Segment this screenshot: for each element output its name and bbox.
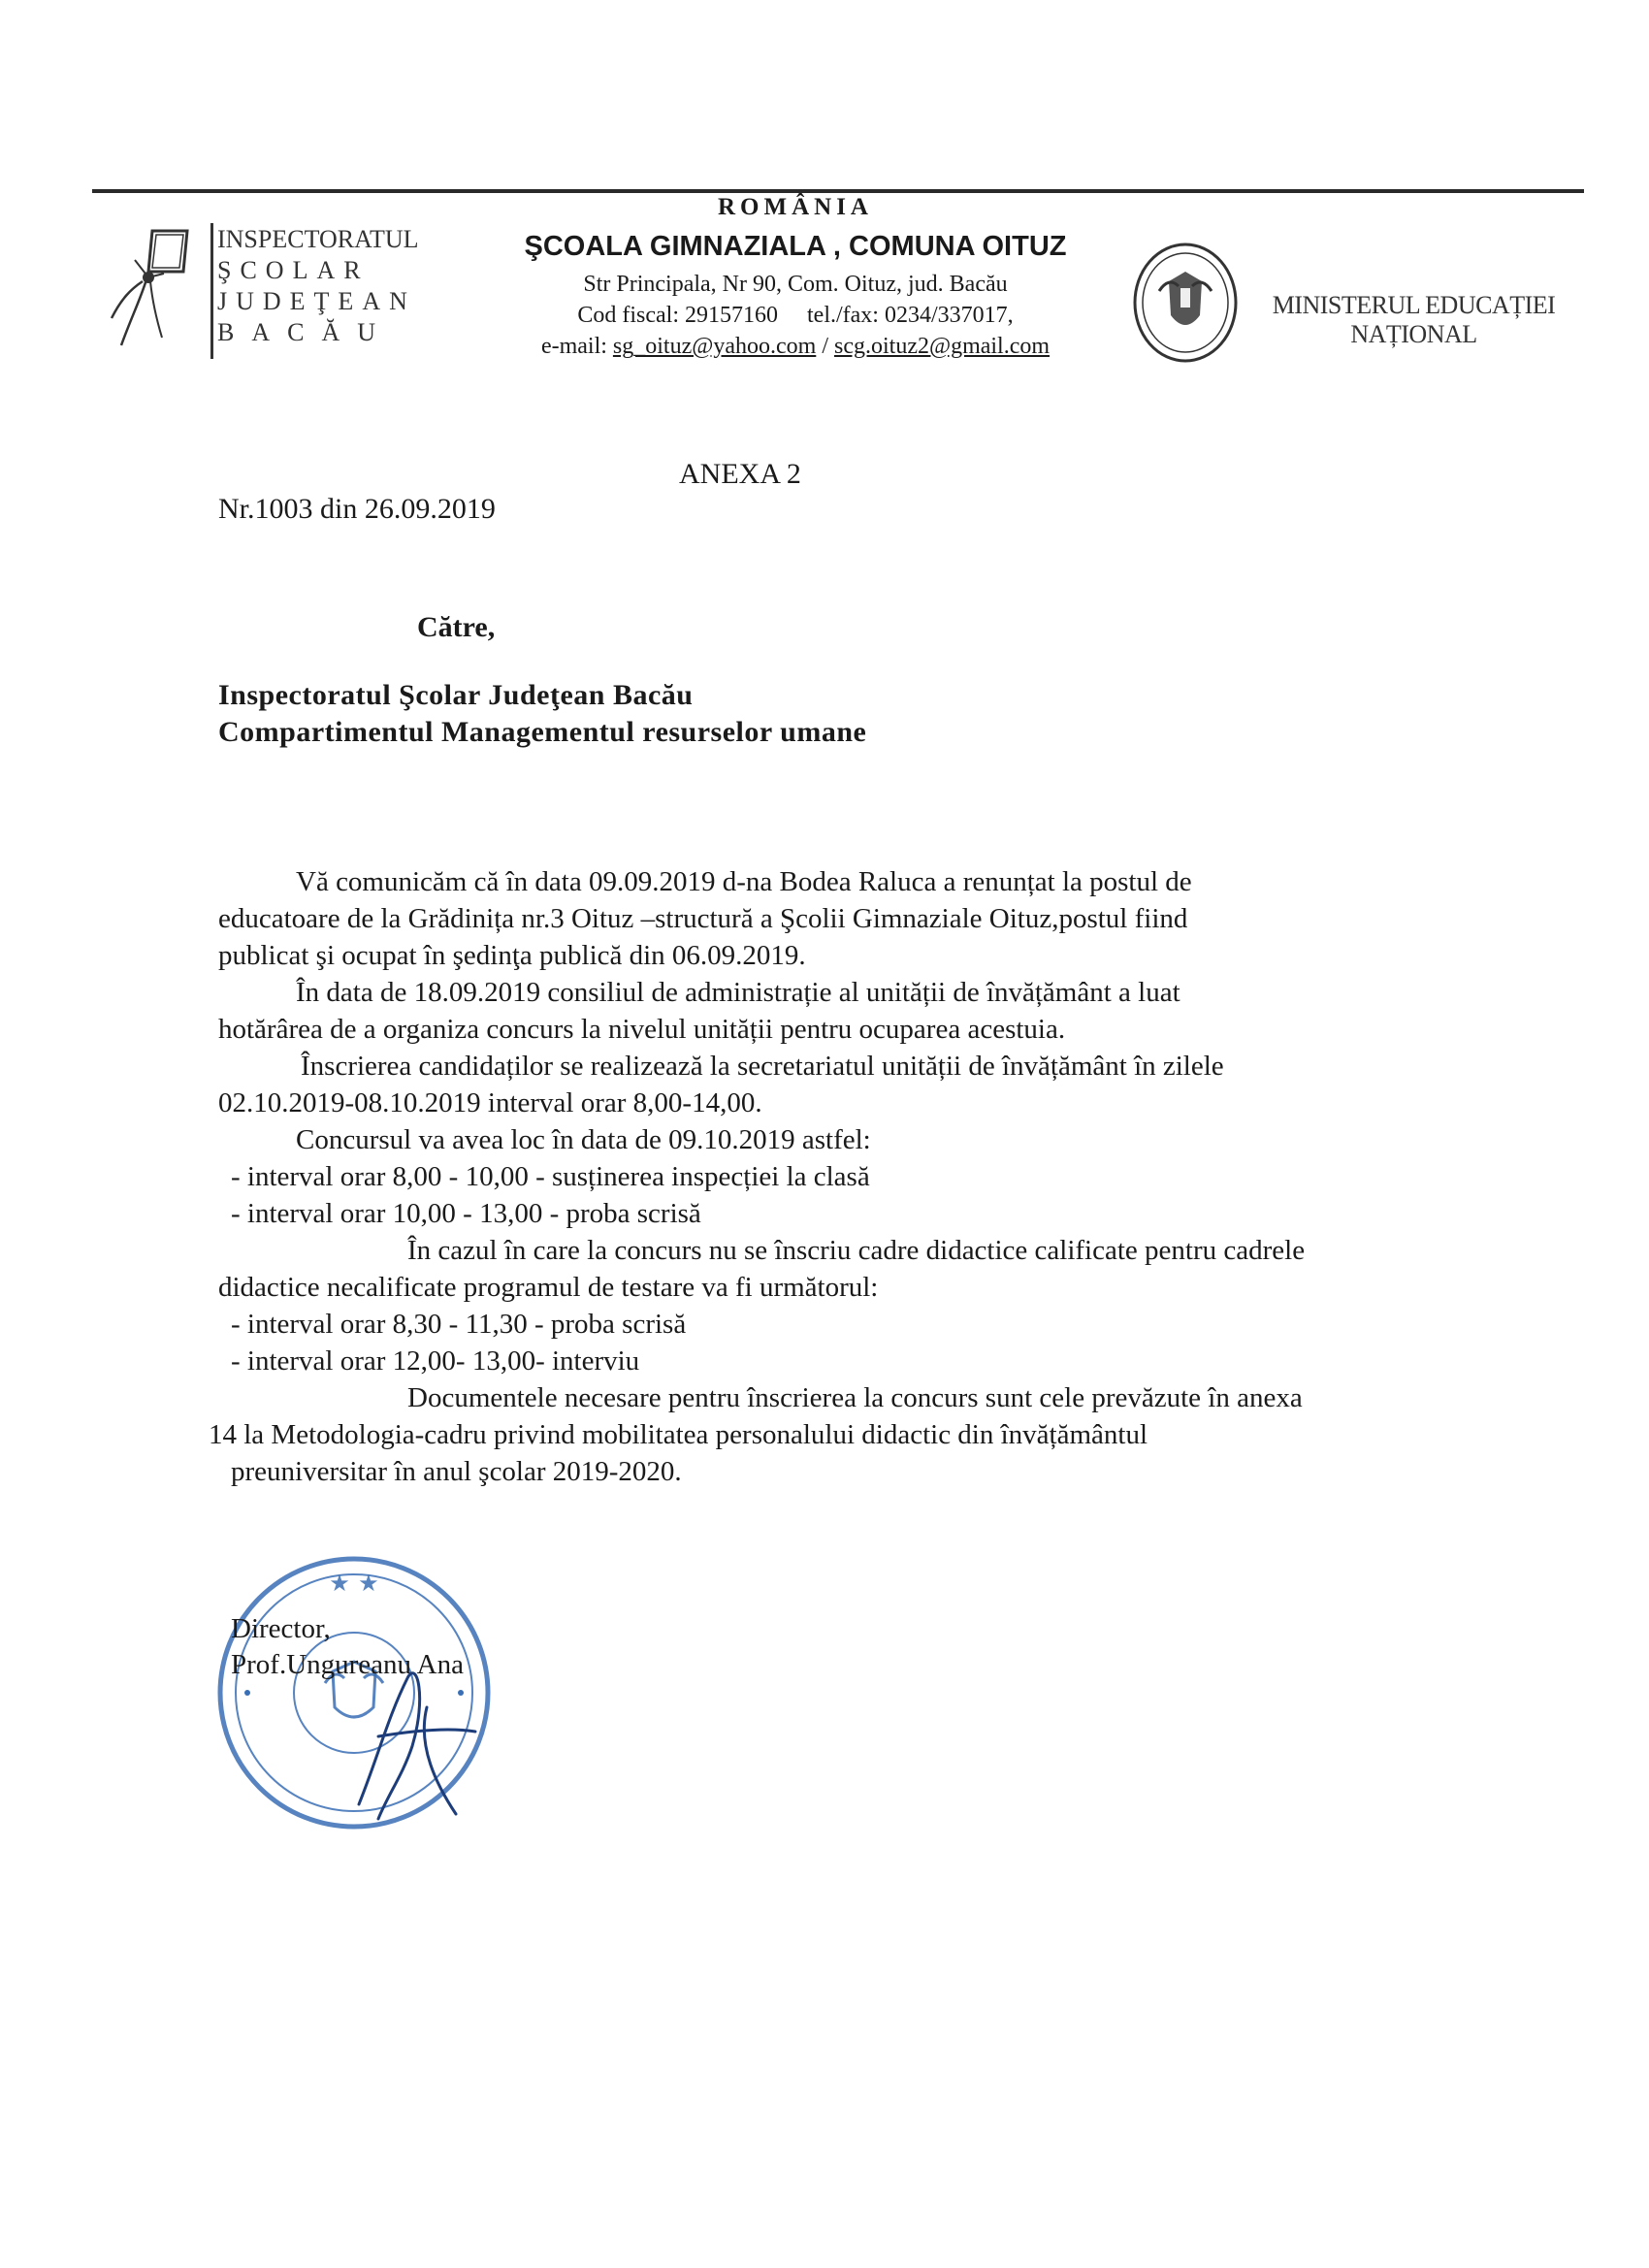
body-line: - interval orar 8,00 - 10,00 - susținerea inspecției la clasă bbox=[231, 1161, 870, 1192]
isj-line-2: ŞCOLAR bbox=[217, 256, 370, 284]
body-line: hotărârea de a organiza concurs la nivelul unității pentru ocuparea acestuia. bbox=[218, 1014, 1066, 1045]
school-name: ŞCOALA GIMNAZIALA , COMUNA OITUZ bbox=[524, 231, 1067, 262]
isj-line-4: BACĂU bbox=[217, 318, 394, 346]
body-line: Documentele necesare pentru înscrierea la concurs sunt cele prevăzute în anexa bbox=[407, 1382, 1303, 1413]
body-line: preuniversitar în anul şcolar 2019-2020. bbox=[231, 1456, 682, 1487]
body-line: 02.10.2019-08.10.2019 interval orar 8,00-14,00. bbox=[218, 1087, 762, 1118]
body-line: 14 la Metodologia-cadru privind mobilitatea personalului didactic din învățământul bbox=[209, 1419, 1148, 1450]
email-label: e-mail: bbox=[540, 334, 613, 359]
school-email-line bbox=[456, 334, 1135, 360]
body-line: Concursul va avea loc în data de 09.10.2019 astfel: bbox=[296, 1124, 871, 1155]
ministry-name: MINISTERUL EDUCAȚIEI NAȚIONAL bbox=[1272, 291, 1556, 348]
email-link-2[interactable]: scg.oituz2@gmail.com bbox=[833, 334, 1051, 359]
isj-line-3: JUDEŢEAN bbox=[217, 287, 416, 315]
signature-title: Director, bbox=[231, 1613, 331, 1644]
handwritten-signature-icon bbox=[320, 1639, 485, 1833]
svg-text:★ ★: ★ ★ bbox=[329, 1570, 379, 1597]
body-line: Înscrierea candidaților se realizează la secretariatul unității de învățământ în zilele bbox=[301, 1051, 1224, 1082]
isj-divider bbox=[210, 223, 213, 359]
annex-label: ANEXA 2 bbox=[679, 458, 801, 490]
signature-name: Prof.Ungureanu Ana bbox=[231, 1649, 465, 1680]
email-separator: / bbox=[816, 334, 834, 359]
header-rule bbox=[92, 189, 1584, 193]
email-link-1[interactable]: sg_oituz@yahoo.com bbox=[612, 334, 817, 359]
body-line: - interval orar 12,00- 13,00- interviu bbox=[231, 1345, 640, 1377]
school-fiscal-phone: Cod fiscal: 29157160 tel./fax: 0234/337017, bbox=[577, 303, 1014, 328]
body-line: didactice necalificate programul de testare va fi următorul: bbox=[218, 1272, 879, 1303]
body-line: - interval orar 10,00 - 13,00 - proba scrisă bbox=[231, 1198, 701, 1229]
body-line: - interval orar 8,30 - 11,30 - proba scrisă bbox=[231, 1309, 687, 1340]
body-line: publicat şi ocupat în şedinţa publică din 06.09.2019. bbox=[218, 940, 806, 971]
government-seal-icon bbox=[1130, 238, 1242, 369]
addressee-label: Către, bbox=[417, 611, 496, 643]
isj-line-1: INSPECTORATUL bbox=[217, 225, 419, 253]
recipient-department: Compartimentul Managementul resurselor umane bbox=[218, 716, 867, 748]
body-line: Vă comunicăm că în data 09.09.2019 d-na Bodea Raluca a renunțat la postul de bbox=[296, 866, 1192, 897]
body-line: educatoare de la Grădinița nr.3 Oituz –structură a Şcolii Gimnaziale Oituz,postul fiind bbox=[218, 903, 1188, 934]
body-line: În data de 18.09.2019 consiliul de administrație al unității de învățământ a luat bbox=[296, 977, 1180, 1008]
registration-number: Nr.1003 din 26.09.2019 bbox=[218, 493, 496, 525]
school-address: Str Principala, Nr 90, Com. Oituz, jud. Bacău bbox=[583, 272, 1008, 297]
isj-book-logo-icon bbox=[92, 221, 209, 357]
country-heading: ROMÂNIA bbox=[718, 194, 873, 220]
recipient-institution: Inspectoratul Şcolar Judeţean Bacău bbox=[218, 679, 694, 711]
body-line: În cazul în care la concurs nu se înscriu cadre didactice calificate pentru cadrele bbox=[407, 1235, 1306, 1266]
